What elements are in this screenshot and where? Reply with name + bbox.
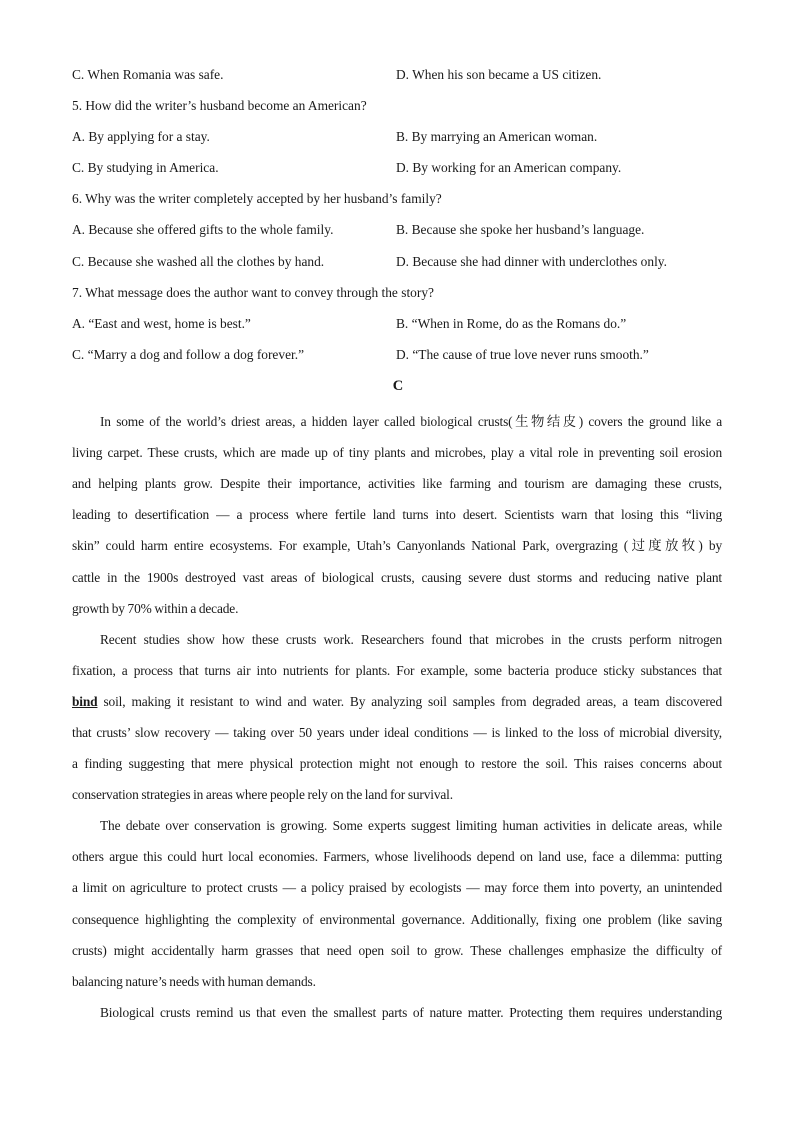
- paragraph-line: leading to desertification — a process where fertile land turns into desert. Scientists warn that losing this “living: [72, 507, 722, 523]
- section-heading: C: [392, 377, 404, 394]
- q5-option-d[interactable]: D. By working for an American company.: [396, 160, 622, 176]
- q7-option-d[interactable]: D. “The cause of true love never runs smooth.”: [396, 346, 649, 362]
- q6-stem: 6. Why was the writer completely accepted by her husband’s family?: [72, 191, 442, 207]
- q6-option-c[interactable]: C. Because she washed all the clothes by hand.: [72, 253, 325, 269]
- passage-paragraph-1: [72, 406, 722, 624]
- passage-paragraph-4: [72, 997, 722, 1028]
- q7-stem: 7. What message does the author want to convey through the story?: [72, 284, 434, 300]
- highlighted-word-bind: bind: [72, 693, 98, 709]
- q5-option-b[interactable]: B. By marrying an American woman.: [396, 129, 598, 145]
- q7-option-c[interactable]: C. “Marry a dog and follow a dog forever.”: [72, 346, 305, 362]
- paragraph-line: growth by 70% within a decade.: [72, 600, 239, 616]
- paragraph-line: cattle in the 1900s destroyed vast areas of biological crusts, causing severe dust storms and reducing native plant: [72, 569, 722, 585]
- paragraph-line: consequence highlighting the complexity of environmental governance. Additionally, fixing one problem (like saving: [72, 911, 722, 927]
- paragraph-line: living carpet. These crusts, which are made up of tiny plants and microbes, play a vital role in preventing soil erosion: [72, 445, 722, 461]
- paragraph-line: a limit on agriculture to protect crusts — a policy praised by ecologists — may force them into poverty, an unintended: [72, 880, 722, 896]
- q5-options-cd: [72, 157, 722, 188]
- passage-paragraph-3: [72, 810, 722, 997]
- q7-options-cd: [72, 344, 722, 375]
- q4-option-d[interactable]: D. When his son became a US citizen.: [396, 67, 602, 82]
- paragraph-line: balancing nature’s needs with human demands.: [72, 973, 316, 989]
- q5-option-a[interactable]: A. By applying for a stay.: [72, 129, 210, 145]
- q4-option-c[interactable]: C. When Romania was safe.: [72, 67, 224, 82]
- q5-option-c[interactable]: C. By studying in America.: [72, 160, 219, 176]
- paragraph-line: a finding suggesting that mere physical protection might not enough to restore the soil. This raises concerns about: [72, 756, 722, 772]
- paragraph-line: Recent studies show how these crusts work. Researchers found that microbes in the crusts perform nitrogen: [100, 631, 722, 647]
- paragraph-line: others argue this could hurt local economies. Farmers, whose livelihoods depend on land use, face a dilemma: putting: [72, 849, 722, 865]
- q5-stem: 5. How did the writer’s husband become an American?: [72, 98, 367, 114]
- exam-page: [72, 64, 722, 1028]
- paragraph-line: The debate over conservation is growing. Some experts suggest limiting human activities in delicate areas, while: [100, 818, 722, 834]
- paragraph-line: Biological crusts remind us that even the smallest parts of nature matter. Protecting them requires understanding: [100, 1004, 722, 1020]
- q7-option-a[interactable]: A. “East and west, home is best.”: [72, 315, 251, 331]
- paragraph-line: crusts) might accidentally harm grasses that need open soil to grow. These challenges emphasize the difficulty of: [72, 942, 722, 958]
- q6-option-a[interactable]: A. Because she offered gifts to the whole family.: [72, 222, 334, 238]
- paragraph-line: fixation, a process that turns air into nutrients for plants. For example, some bacteria produce sticky substances that: [72, 662, 722, 678]
- q7-option-b[interactable]: B. “When in Rome, do as the Romans do.”: [396, 315, 627, 331]
- q6-option-d[interactable]: D. Because she had dinner with underclothes only.: [396, 253, 667, 269]
- paragraph-line: and helping plants grow. Despite their importance, activities like farming and tourism are damaging these crusts,: [72, 476, 722, 492]
- q6-options-cd: [72, 251, 722, 282]
- paragraph-line: that crusts’ slow recovery — taking over 50 years under ideal conditions — is linked to the loss of microbial diversity,: [72, 724, 722, 740]
- q6-options-ab: [72, 219, 722, 250]
- q4-options-cd: [72, 64, 722, 95]
- paragraph-line: In some of the world’s driest areas, a hidden layer called biological crusts(生物结皮) covers the ground like a: [100, 414, 722, 430]
- paragraph-line: skin” could harm entire ecosystems. For example, Utah’s Canyonlands National Park, overgrazing (过度放牧) by: [72, 538, 722, 554]
- q7-options-ab: [72, 313, 722, 344]
- q5-options-ab: [72, 126, 722, 157]
- paragraph-line: conservation strategies in areas where people rely on the land for survival.: [72, 787, 453, 803]
- q6-option-b[interactable]: B. Because she spoke her husband’s language.: [396, 222, 645, 238]
- paragraph-line: bind soil, making it resistant to wind and water. By analyzing soil samples from degraded areas, a team discovered: [72, 693, 722, 709]
- passage-paragraph-2: [72, 624, 722, 811]
